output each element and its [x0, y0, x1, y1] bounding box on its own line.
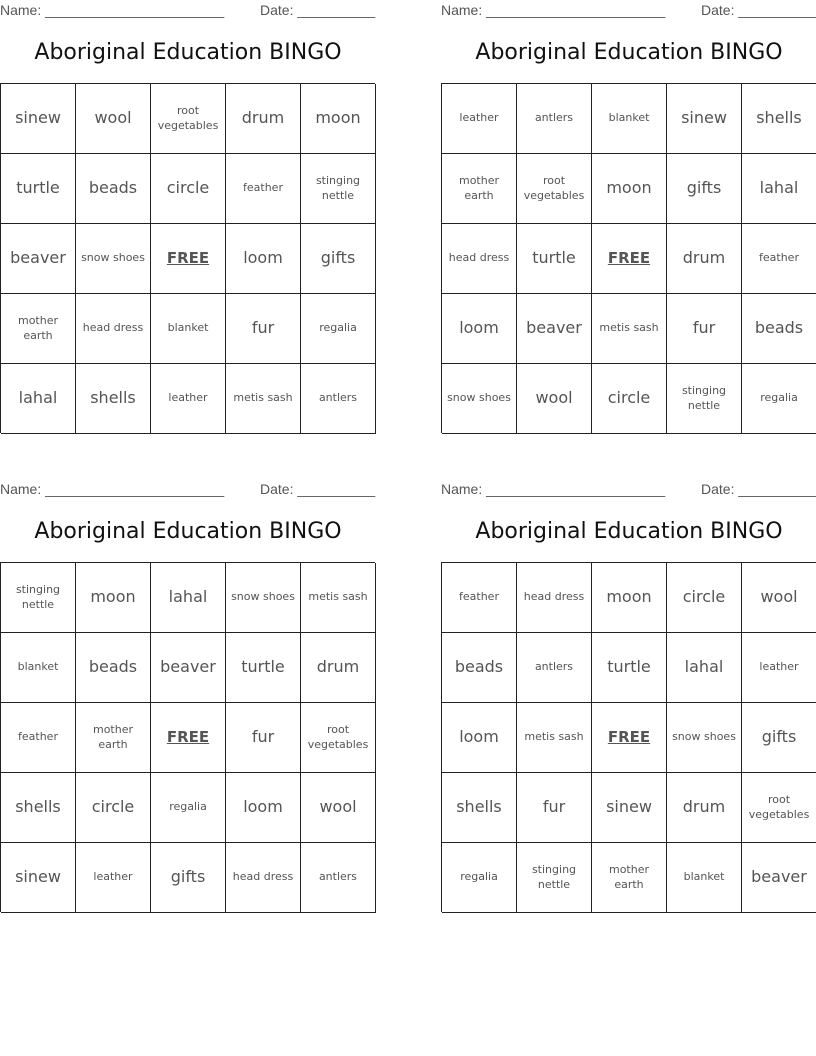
- bingo-cell: fur: [517, 773, 592, 843]
- name-field-label: Name: _______________________: [441, 481, 666, 497]
- bingo-cell: shells: [742, 84, 816, 154]
- bingo-cell: stinging nettle: [301, 154, 376, 224]
- bingo-grid: [441, 562, 816, 912]
- bingo-cell: fur: [667, 294, 742, 364]
- bingo-cell: snow shoes: [667, 703, 742, 773]
- date-field-label: Date: __________: [260, 2, 376, 18]
- bingo-cell: root vegetables: [517, 154, 592, 224]
- bingo-card: [0, 0, 376, 440]
- bingo-cell: snow shoes: [226, 563, 301, 633]
- bingo-cell: stinging nettle: [1, 563, 76, 633]
- bingo-cell: mother earth: [592, 843, 667, 913]
- bingo-cell: metis sash: [301, 563, 376, 633]
- bingo-cell: feather: [1, 703, 76, 773]
- bingo-cell: drum: [226, 84, 301, 154]
- bingo-cell: regalia: [301, 294, 376, 364]
- bingo-cell: root vegetables: [301, 703, 376, 773]
- bingo-cell: blanket: [151, 294, 226, 364]
- bingo-cell: sinew: [1, 843, 76, 913]
- bingo-cell: shells: [76, 364, 151, 434]
- bingo-cell: lahal: [1, 364, 76, 434]
- bingo-cell: turtle: [226, 633, 301, 703]
- card-title: Aboriginal Education BINGO: [475, 40, 783, 65]
- bingo-cell: wool: [517, 364, 592, 434]
- bingo-cell: gifts: [301, 224, 376, 294]
- bingo-cell: beaver: [742, 843, 816, 913]
- bingo-cell: wool: [742, 563, 816, 633]
- bingo-cell: turtle: [592, 633, 667, 703]
- bingo-cell: beaver: [151, 633, 226, 703]
- bingo-cell: beaver: [517, 294, 592, 364]
- bingo-cell: mother earth: [442, 154, 517, 224]
- bingo-cell: wool: [76, 84, 151, 154]
- bingo-cell: snow shoes: [76, 224, 151, 294]
- bingo-cell: stinging nettle: [517, 843, 592, 913]
- bingo-grid: [0, 562, 375, 912]
- bingo-cell: moon: [592, 154, 667, 224]
- bingo-cell: beads: [76, 154, 151, 224]
- bingo-cell: root vegetables: [151, 84, 226, 154]
- bingo-card: [441, 479, 816, 919]
- bingo-cell: drum: [301, 633, 376, 703]
- date-field-label: Date: __________: [701, 481, 816, 497]
- bingo-cell: turtle: [517, 224, 592, 294]
- bingo-cell: circle: [151, 154, 226, 224]
- free-space-cell: FREE: [592, 224, 667, 294]
- bingo-cell: blanket: [1, 633, 76, 703]
- bingo-cell: fur: [226, 294, 301, 364]
- bingo-cell: loom: [442, 294, 517, 364]
- bingo-cell: snow shoes: [442, 364, 517, 434]
- bingo-cell: wool: [301, 773, 376, 843]
- bingo-cell: loom: [226, 773, 301, 843]
- bingo-cell: beads: [76, 633, 151, 703]
- bingo-cell: metis sash: [592, 294, 667, 364]
- bingo-cell: sinew: [592, 773, 667, 843]
- bingo-cell: metis sash: [226, 364, 301, 434]
- name-field-label: Name: _______________________: [441, 2, 666, 18]
- bingo-cell: root vegetables: [742, 773, 816, 843]
- bingo-cell: drum: [667, 773, 742, 843]
- bingo-cell: antlers: [301, 364, 376, 434]
- bingo-cell: leather: [742, 633, 816, 703]
- date-field-label: Date: __________: [260, 481, 376, 497]
- name-field-label: Name: _______________________: [0, 481, 225, 497]
- bingo-cell: gifts: [742, 703, 816, 773]
- bingo-cell: feather: [442, 563, 517, 633]
- bingo-cell: metis sash: [517, 703, 592, 773]
- bingo-cell: loom: [226, 224, 301, 294]
- bingo-grid: [441, 83, 816, 433]
- bingo-cell: sinew: [667, 84, 742, 154]
- free-space-cell: FREE: [151, 224, 226, 294]
- bingo-cell: gifts: [667, 154, 742, 224]
- bingo-cell: feather: [226, 154, 301, 224]
- bingo-cell: gifts: [151, 843, 226, 913]
- bingo-cell: mother earth: [76, 703, 151, 773]
- bingo-cell: lahal: [151, 563, 226, 633]
- bingo-cell: feather: [742, 224, 816, 294]
- name-field-label: Name: _______________________: [0, 2, 225, 18]
- bingo-cell: circle: [592, 364, 667, 434]
- bingo-cell: antlers: [301, 843, 376, 913]
- card-title: Aboriginal Education BINGO: [34, 519, 342, 544]
- bingo-cell: fur: [226, 703, 301, 773]
- bingo-cell: shells: [1, 773, 76, 843]
- bingo-cell: sinew: [1, 84, 76, 154]
- bingo-cell: regalia: [151, 773, 226, 843]
- bingo-cell: antlers: [517, 84, 592, 154]
- bingo-cell: lahal: [742, 154, 816, 224]
- bingo-cell: blanket: [592, 84, 667, 154]
- card-title: Aboriginal Education BINGO: [475, 519, 783, 544]
- bingo-cell: turtle: [1, 154, 76, 224]
- free-space-cell: FREE: [151, 703, 226, 773]
- bingo-cell: circle: [76, 773, 151, 843]
- bingo-cell: leather: [442, 84, 517, 154]
- bingo-cell: circle: [667, 563, 742, 633]
- bingo-cell: leather: [151, 364, 226, 434]
- bingo-cell: head dress: [76, 294, 151, 364]
- free-space-cell: FREE: [592, 703, 667, 773]
- bingo-cell: regalia: [442, 843, 517, 913]
- bingo-cell: lahal: [667, 633, 742, 703]
- bingo-cell: moon: [592, 563, 667, 633]
- date-field-label: Date: __________: [701, 2, 816, 18]
- bingo-cell: beaver: [1, 224, 76, 294]
- bingo-cell: head dress: [226, 843, 301, 913]
- bingo-cell: leather: [76, 843, 151, 913]
- bingo-cell: moon: [76, 563, 151, 633]
- bingo-cell: beads: [742, 294, 816, 364]
- card-title: Aboriginal Education BINGO: [34, 40, 342, 65]
- bingo-cell: shells: [442, 773, 517, 843]
- bingo-cell: stinging nettle: [667, 364, 742, 434]
- bingo-cell: antlers: [517, 633, 592, 703]
- bingo-cell: beads: [442, 633, 517, 703]
- bingo-cell: drum: [667, 224, 742, 294]
- bingo-cell: head dress: [517, 563, 592, 633]
- bingo-card: [0, 479, 376, 919]
- bingo-cell: moon: [301, 84, 376, 154]
- bingo-card: [441, 0, 816, 440]
- bingo-cell: mother earth: [1, 294, 76, 364]
- bingo-cell: regalia: [742, 364, 816, 434]
- bingo-grid: [0, 83, 375, 433]
- bingo-cell: head dress: [442, 224, 517, 294]
- bingo-cell: loom: [442, 703, 517, 773]
- bingo-cell: blanket: [667, 843, 742, 913]
